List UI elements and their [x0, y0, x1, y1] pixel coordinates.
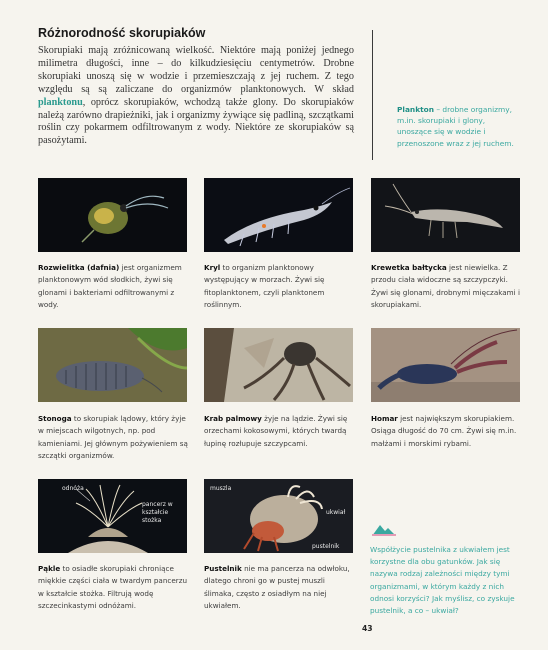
woodlouse-caption: [38, 413, 190, 463]
woodlouse-text: to skorupiak lądowy, który żyje w miejscach wilgotnych, np. pod kamieniami. Jej głównym pożywieniem są szczątki organizmów.: [38, 414, 188, 461]
hermit-crab-photo: [204, 479, 353, 553]
shrimp-text: jest niewielka. Z przodu ciała widoczne są szczypczyki. Żywi się glonami, drobnymi mięczakami i skorupiakami.: [371, 263, 520, 310]
daphnia-text: jest organizmem planktonowym wód słodkich, żywi się glonami i bakteriami odfiltrowanymi z wody.: [38, 263, 182, 310]
definition-text: – drobne organizmy, m.in. skorupiaki i glony, unoszące się w wodzie i przenoszone wraz z jej ruchem.: [397, 105, 514, 148]
definition-term: Plankton: [397, 105, 434, 114]
intro-text-end: , oprócz skorupiaków, wchodzą także glony. Do skorupiaków należą zarówno drapieżniki, jak i organizmy żywiące się padliną, szczątkami roślin czy pokarmem odfiltrowanym z wody. Niektóre ze skorupiaków są pasożytami.: [38, 96, 354, 147]
barnacle-caption: [38, 563, 190, 613]
sidebar-definition: [397, 104, 521, 149]
shrimp-illustration: [371, 178, 520, 252]
page-number: 43: [362, 624, 373, 633]
barnacle-name: Pąkle: [38, 564, 61, 573]
hermit-crab-text: nie ma pancerza na odwłoku, dlatego chroni go w pustej muszli ślimaka, często z osiadłym na niej ukwiałem.: [204, 564, 350, 611]
woodlouse-photo: [38, 328, 187, 402]
coconut-crab-photo: [204, 328, 353, 402]
hermit-crab-caption: [204, 563, 356, 613]
plankton-keyword: planktonu: [38, 96, 83, 108]
label-muszla: muszla: [210, 485, 232, 492]
sidebar-divider: [372, 30, 373, 160]
label-pancerz: pancerz w kształcie stożka: [142, 501, 173, 524]
krill-name: Kryl: [204, 263, 221, 272]
daphnia-illustration: [38, 178, 187, 252]
lobster-illustration: [371, 328, 520, 402]
coconut-crab-name: Krab palmowy: [204, 414, 262, 423]
daphnia-photo: [38, 178, 187, 252]
lobster-text: jest największym skorupiakiem. Osiąga długość do 70 cm. Żywi się m.in. małżami i morskimi rybami.: [371, 414, 517, 448]
krill-illustration: [204, 178, 353, 252]
daphnia-name: Rozwielitka (dafnia): [38, 263, 120, 272]
krill-text: to organizm planktonowy występujący w morzach. Żywi się fitoplanktonem, czyli planktonem roślinnym.: [204, 263, 325, 310]
label-ukwial: ukwiał: [326, 509, 346, 516]
lobster-name: Homar: [371, 414, 398, 423]
coconut-crab-text: żyje na lądzie. Żywi się orzechami kokosowymi, których twardą łupinę rozłupuje szczypcami.: [204, 414, 348, 448]
page-title: Różnorodność skorupiaków: [38, 26, 206, 40]
lobster-photo: [371, 328, 520, 402]
barnacle-text: to osiadłe skorupiaki chroniące miękkie części ciała w twardym pancerzu w kształcie stożka. Filtrują wodę szczecinkastymi odnóżami.: [38, 564, 188, 611]
intro-text-start: Skorupiaki mają zróżnicowaną wielkość. Niektóre mają poniżej jednego milimetra długości, inne – do kilkudziesięciu centymetrów. Drobne skorupiaki unoszą się w wodzie i przemieszczają z jej ruchem. Z tego względu są są zaliczane do organizmów planktonowych. W skład: [38, 45, 354, 95]
shrimp-name: Krewetka bałtycka: [371, 263, 447, 272]
barnacle-photo: [38, 479, 187, 553]
woodlouse-name: Stonoga: [38, 414, 72, 423]
krill-photo: [204, 178, 353, 252]
shrimp-photo: [371, 178, 520, 252]
mountain-icon: [372, 522, 396, 536]
label-pustelnik: pustelnik: [312, 543, 340, 550]
daphnia-caption: [38, 262, 190, 312]
intro-paragraph: [38, 45, 354, 148]
question-box: Współżycie pustelnika z ukwiałem jest korzystne dla obu gatunków. Jak się nazywa rodzaj zależności między tymi organizmami, w którym każdy z nich odnosi korzyści? Jak myślisz, co zyskuje pustelnik, a co – ukwiał?: [370, 545, 515, 616]
coconut-crab-caption: [204, 413, 356, 450]
label-odnoza: odnóża: [62, 485, 84, 492]
lobster-caption: [371, 413, 523, 450]
woodlouse-illustration: [38, 328, 187, 402]
hermit-crab-name: Pustelnik: [204, 564, 242, 573]
krill-caption: [204, 262, 356, 312]
coconut-crab-illustration: [204, 328, 353, 402]
shrimp-caption: [371, 262, 523, 312]
